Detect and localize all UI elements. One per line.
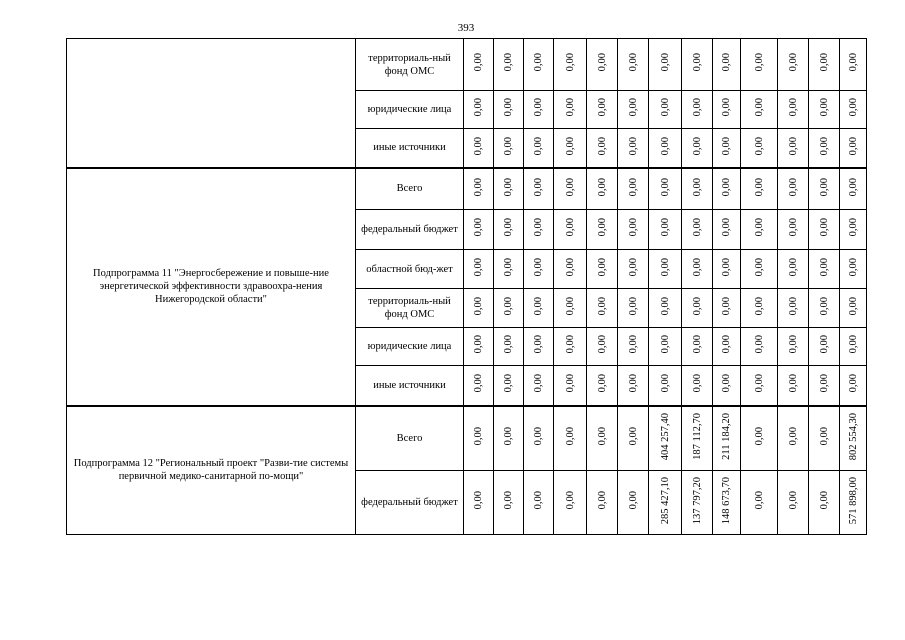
page-number: 393: [457, 22, 475, 34]
source-label: территориаль-ный фонд ОМС: [356, 289, 464, 328]
value-cell: 0,00: [778, 210, 809, 250]
value-cell: 0,00: [741, 289, 778, 328]
value-cell: 0,00: [587, 289, 618, 328]
value-cell: 0,00: [741, 210, 778, 250]
value-cell: 0,00: [587, 366, 618, 406]
source-label: иные источники: [356, 366, 464, 406]
source-label: федеральный бюджет: [356, 210, 464, 250]
value-cell: 0,00: [713, 289, 741, 328]
value-cell: 0,00: [554, 210, 587, 250]
value-cell: 0,00: [524, 471, 554, 535]
value-cell: 0,00: [649, 168, 682, 210]
value-cell: 0,00: [524, 366, 554, 406]
value-cell: 0,00: [587, 91, 618, 129]
value-cell: 0,00: [649, 39, 682, 91]
value-cell: 0,00: [713, 168, 741, 210]
value-cell: 0,00: [494, 210, 524, 250]
value-cell: 0,00: [494, 168, 524, 210]
value-cell: 0,00: [741, 250, 778, 289]
table-row: [67, 406, 867, 471]
value-cell: 0,00: [587, 250, 618, 289]
value-cell: 802 554,30: [840, 406, 867, 471]
value-cell: 0,00: [649, 289, 682, 328]
source-label: федеральный бюджет: [356, 471, 464, 535]
value-cell: 0,00: [741, 471, 778, 535]
value-cell: 0,00: [554, 366, 587, 406]
value-cell: 0,00: [524, 129, 554, 168]
value-cell: 0,00: [741, 406, 778, 471]
value-cell: 211 184,20: [713, 406, 741, 471]
value-cell: 0,00: [618, 328, 649, 366]
value-cell: 0,00: [494, 289, 524, 328]
value-cell: 0,00: [840, 168, 867, 210]
source-label: Всего: [356, 406, 464, 471]
value-cell: 0,00: [840, 91, 867, 129]
value-cell: 0,00: [554, 129, 587, 168]
value-cell: 0,00: [713, 129, 741, 168]
value-cell: 0,00: [840, 328, 867, 366]
value-cell: 0,00: [840, 39, 867, 91]
value-cell: 0,00: [494, 39, 524, 91]
value-cell: 0,00: [682, 91, 713, 129]
value-cell: 0,00: [682, 39, 713, 91]
value-cell: 0,00: [649, 328, 682, 366]
value-cell: 0,00: [778, 91, 809, 129]
value-cell: 0,00: [649, 210, 682, 250]
value-cell: 187 112,70: [682, 406, 713, 471]
value-cell: 0,00: [587, 129, 618, 168]
value-cell: 0,00: [809, 289, 840, 328]
value-cell: 0,00: [587, 210, 618, 250]
value-cell: 0,00: [554, 289, 587, 328]
value-cell: 0,00: [649, 91, 682, 129]
value-cell: 0,00: [778, 328, 809, 366]
program-12-title: Подпрограмма 12 "Региональный проект "Разви-тие системы первичной медико-санитарной по-мощи": [67, 406, 356, 535]
value-cell: 0,00: [778, 289, 809, 328]
value-cell: 0,00: [649, 129, 682, 168]
value-cell: 0,00: [524, 250, 554, 289]
source-label: областной бюд-жет: [356, 250, 464, 289]
value-cell: 0,00: [809, 406, 840, 471]
value-cell: 0,00: [682, 328, 713, 366]
value-cell: 0,00: [587, 471, 618, 535]
value-cell: 0,00: [554, 406, 587, 471]
value-cell: 0,00: [778, 406, 809, 471]
value-cell: 0,00: [741, 129, 778, 168]
value-cell: 0,00: [618, 406, 649, 471]
value-cell: 0,00: [618, 210, 649, 250]
value-cell: 0,00: [554, 39, 587, 91]
value-cell: 0,00: [464, 366, 494, 406]
table-row: [67, 39, 867, 91]
value-cell: 0,00: [524, 91, 554, 129]
value-cell: 0,00: [554, 328, 587, 366]
value-cell: 0,00: [464, 250, 494, 289]
value-cell: 0,00: [587, 406, 618, 471]
value-cell: 0,00: [618, 366, 649, 406]
value-cell: 0,00: [494, 250, 524, 289]
value-cell: 0,00: [554, 91, 587, 129]
program-11-title: Подпрограмма 11 "Энергосбережение и повыше-ние энергетической эффективности здравоохра-нения Нижегородской области": [67, 168, 356, 406]
value-cell: 0,00: [524, 406, 554, 471]
value-cell: 0,00: [713, 250, 741, 289]
value-cell: 0,00: [494, 406, 524, 471]
value-cell: 148 673,70: [713, 471, 741, 535]
value-cell: 0,00: [778, 471, 809, 535]
value-cell: 0,00: [464, 289, 494, 328]
value-cell: 0,00: [778, 129, 809, 168]
value-cell: 0,00: [840, 289, 867, 328]
value-cell: 0,00: [464, 129, 494, 168]
value-cell: 0,00: [682, 129, 713, 168]
value-cell: 0,00: [809, 471, 840, 535]
value-cell: 0,00: [713, 210, 741, 250]
value-cell: 0,00: [618, 129, 649, 168]
value-cell: 0,00: [778, 366, 809, 406]
value-cell: 0,00: [682, 289, 713, 328]
value-cell: 0,00: [464, 168, 494, 210]
value-cell: 0,00: [809, 250, 840, 289]
source-label: иные источники: [356, 129, 464, 168]
value-cell: 0,00: [524, 168, 554, 210]
value-cell: 0,00: [649, 366, 682, 406]
value-cell: 0,00: [682, 210, 713, 250]
source-label: юридические лица: [356, 91, 464, 129]
source-label: территориаль-ный фонд ОМС: [356, 39, 464, 91]
value-cell: 0,00: [741, 168, 778, 210]
value-cell: 0,00: [618, 250, 649, 289]
financing-table: [66, 38, 867, 535]
value-cell: 0,00: [494, 328, 524, 366]
value-cell: 404 257,40: [649, 406, 682, 471]
value-cell: 285 427,10: [649, 471, 682, 535]
value-cell: 0,00: [809, 366, 840, 406]
value-cell: 0,00: [554, 168, 587, 210]
value-cell: 0,00: [713, 39, 741, 91]
value-cell: 0,00: [741, 366, 778, 406]
value-cell: 0,00: [618, 168, 649, 210]
value-cell: 0,00: [464, 471, 494, 535]
source-label: Всего: [356, 168, 464, 210]
value-cell: 0,00: [741, 39, 778, 91]
value-cell: 0,00: [840, 250, 867, 289]
value-cell: 0,00: [682, 168, 713, 210]
value-cell: 0,00: [618, 91, 649, 129]
value-cell: 0,00: [713, 366, 741, 406]
value-cell: 0,00: [494, 91, 524, 129]
value-cell: 0,00: [713, 328, 741, 366]
value-cell: 0,00: [587, 328, 618, 366]
value-cell: 0,00: [524, 289, 554, 328]
value-cell: 0,00: [840, 366, 867, 406]
value-cell: 0,00: [464, 210, 494, 250]
value-cell: 0,00: [713, 91, 741, 129]
value-cell: 0,00: [778, 168, 809, 210]
value-cell: 571 898,00: [840, 471, 867, 535]
value-cell: 0,00: [494, 129, 524, 168]
value-cell: 0,00: [741, 328, 778, 366]
value-cell: 137 797,20: [682, 471, 713, 535]
value-cell: 0,00: [840, 129, 867, 168]
value-cell: 0,00: [809, 210, 840, 250]
value-cell: 0,00: [809, 91, 840, 129]
value-cell: 0,00: [618, 471, 649, 535]
value-cell: 0,00: [778, 39, 809, 91]
value-cell: 0,00: [554, 250, 587, 289]
value-cell: 0,00: [554, 471, 587, 535]
empty-program-cell: [67, 39, 356, 168]
value-cell: 0,00: [741, 91, 778, 129]
value-cell: 0,00: [464, 328, 494, 366]
value-cell: 0,00: [809, 129, 840, 168]
value-cell: 0,00: [618, 39, 649, 91]
value-cell: 0,00: [682, 250, 713, 289]
table-row: [67, 168, 867, 210]
value-cell: 0,00: [809, 168, 840, 210]
value-cell: 0,00: [809, 39, 840, 91]
value-cell: 0,00: [840, 210, 867, 250]
value-cell: 0,00: [494, 471, 524, 535]
value-cell: 0,00: [464, 39, 494, 91]
value-cell: 0,00: [778, 250, 809, 289]
value-cell: 0,00: [524, 39, 554, 91]
value-cell: 0,00: [464, 406, 494, 471]
value-cell: 0,00: [524, 210, 554, 250]
source-label: юридические лица: [356, 328, 464, 366]
value-cell: 0,00: [587, 168, 618, 210]
value-cell: 0,00: [809, 328, 840, 366]
value-cell: 0,00: [682, 366, 713, 406]
value-cell: 0,00: [618, 289, 649, 328]
value-cell: 0,00: [524, 328, 554, 366]
value-cell: 0,00: [649, 250, 682, 289]
value-cell: 0,00: [587, 39, 618, 91]
value-cell: 0,00: [494, 366, 524, 406]
value-cell: 0,00: [464, 91, 494, 129]
